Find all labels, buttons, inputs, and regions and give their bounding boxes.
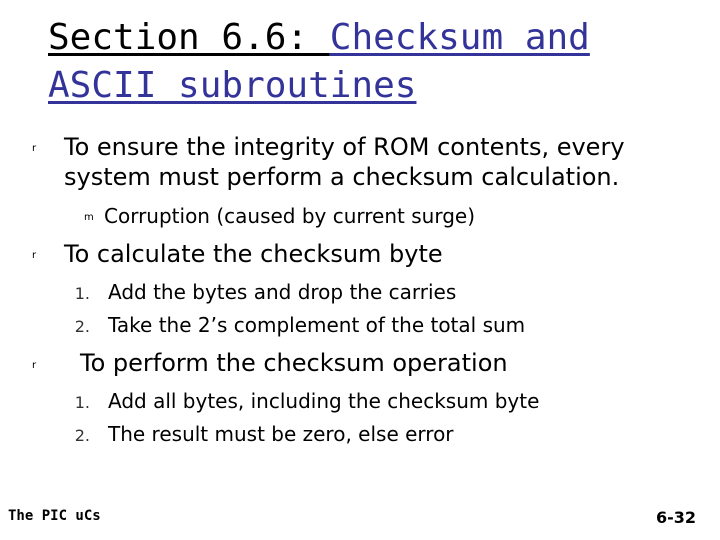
bullet-icon: r <box>32 143 37 154</box>
step-number: 1. <box>74 393 90 412</box>
point-2-text: To calculate the checksum byte <box>64 240 443 268</box>
slide-number: 6-32 <box>655 508 696 527</box>
bullet-icon: r <box>32 360 37 371</box>
point-1-line-2: system must perform a checksum calculation. <box>64 163 620 191</box>
point-1-line-1: To ensure the integrity of ROM contents, every <box>64 133 625 161</box>
step-number: 1. <box>74 284 90 303</box>
step-number: 2. <box>74 426 90 445</box>
title-topic-line2: ASCII subroutines <box>48 65 417 106</box>
sub-bullet-icon: m <box>84 212 94 223</box>
point-2-step-1: Add the bytes and drop the carries <box>108 280 457 304</box>
title-topic: Checksum and <box>329 17 590 58</box>
point-1-sub: Corruption (caused by current surge) <box>104 204 476 228</box>
point-3-step-2: The result must be zero, else error <box>108 422 454 446</box>
footer-course: The PIC uCs <box>8 508 101 524</box>
title-prefix: Section 6.6: <box>48 17 330 58</box>
bullet-icon: r <box>32 250 37 261</box>
slide-title <box>48 14 688 110</box>
step-number: 2. <box>74 317 90 336</box>
point-3-text: To perform the checksum operation <box>80 349 508 377</box>
point-2-step-2: Take the 2’s complement of the total sum <box>108 313 526 337</box>
point-3-step-1: Add all bytes, including the checksum byte <box>108 389 540 413</box>
